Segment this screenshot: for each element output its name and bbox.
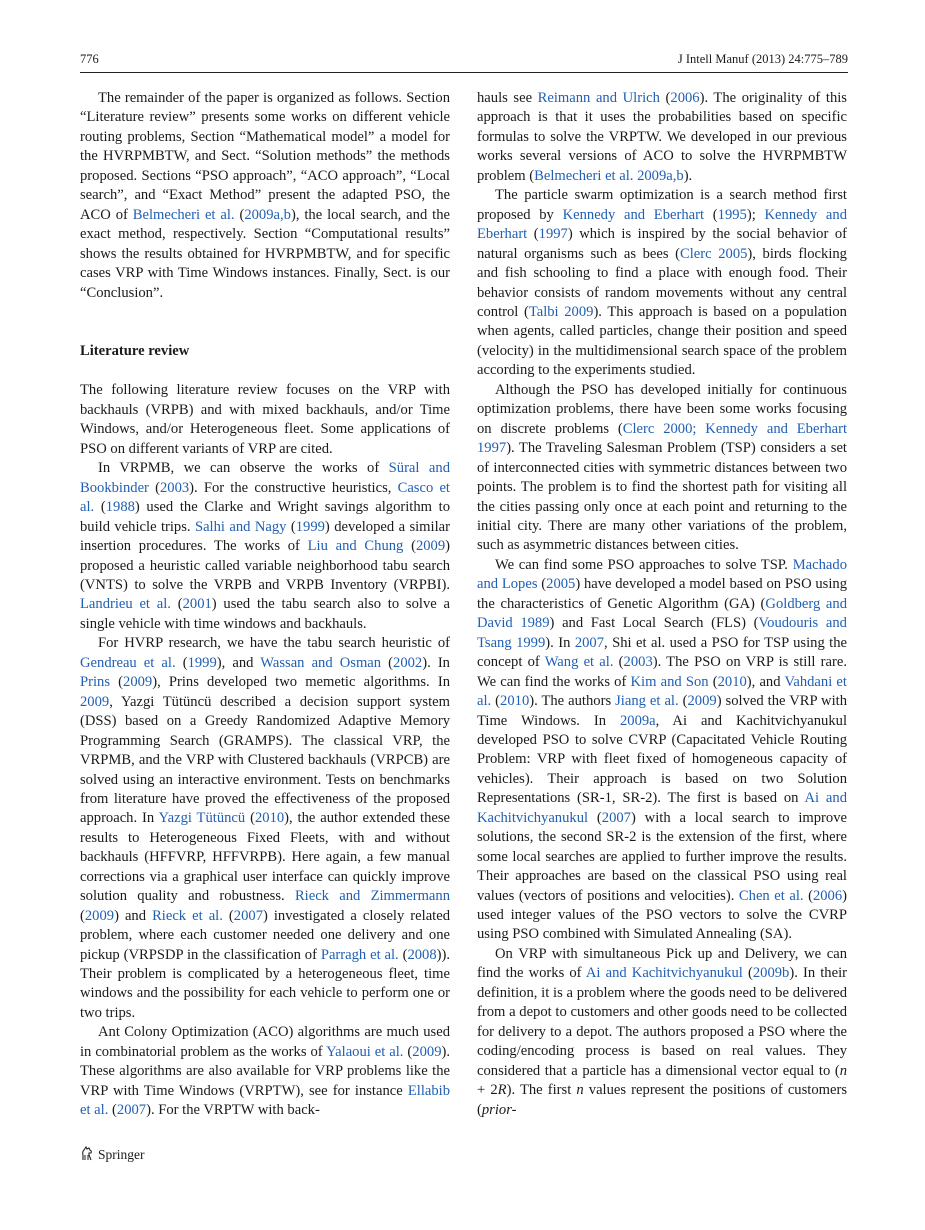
paragraph <box>477 381 847 556</box>
text-run: ). In their definition, it is a problem where the goods need to be delivered from a depot to customers and other goods need to be collected for delivery to a depot. The authors proposed a PSO where the coding/encoding process is based on real values. They considered that a particle has a dimensional vector equal to ( <box>477 965 847 1079</box>
citation-link[interactable]: Rieck and Zimmermann <box>294 888 450 905</box>
text-run: ) and Fast Local Search (FLS) ( <box>549 615 759 632</box>
citation-link[interactable]: 2001 <box>182 596 212 613</box>
text-run: ). The authors <box>529 693 616 710</box>
citation-link[interactable]: Wassan and Osman <box>260 654 382 671</box>
citation-link[interactable]: Kennedy and Eberhart <box>477 206 847 243</box>
citation-link[interactable]: Reimann and Ulrich <box>537 90 660 106</box>
citation-link[interactable]: 1988 <box>105 499 135 516</box>
citation-link[interactable]: Wang et al. <box>544 654 614 671</box>
text-run: ( <box>403 538 416 555</box>
citation-link[interactable]: 1999 <box>187 654 217 671</box>
citation-link[interactable]: 2003 <box>159 479 190 496</box>
text-run: ) used the Clarke and Wright savings algorithm to build vehicle trips. <box>80 499 450 535</box>
citation-link[interactable]: Gendreau et al. <box>80 654 176 671</box>
text-run: The particle swarm optimization is a search method first proposed by <box>477 187 847 223</box>
italic-text: R <box>497 1082 507 1099</box>
left-column <box>80 89 450 1121</box>
citation-link[interactable]: 2009a,b <box>244 206 291 223</box>
italic-text: n <box>839 1062 847 1079</box>
paragraph <box>80 1023 450 1120</box>
citation-link[interactable]: Yalaoui et al. <box>326 1043 404 1060</box>
text-run: Although the PSO has developed initially for continuous optimization problems, there have been some works focusing on discrete problems ( <box>477 381 847 437</box>
text-run: ) used the tabu search also to solve a single vehicle with time windows and backhauls. <box>80 596 450 632</box>
citation-link[interactable]: Salhi and Nagy <box>194 518 287 535</box>
text-run: ) which is inspired by the social behavior of natural organisms such as bees ( <box>477 226 847 262</box>
text-run: ( <box>80 907 85 924</box>
text-run: ( <box>175 654 188 671</box>
citation-link[interactable]: 2009b <box>752 965 790 982</box>
citation-link[interactable]: 2009 <box>412 1043 442 1060</box>
citation-link[interactable]: Landrieu et al. <box>80 596 171 613</box>
citation-link[interactable]: Clerc 2000; Kennedy and Eberhart 1997 <box>477 420 848 457</box>
text-run: ) developed a similar insertion procedures. The works of <box>80 518 450 555</box>
text-run: ), Prins developed two memetic algorithms. In <box>152 674 450 691</box>
citation-link[interactable]: Goldberg and David 1989 <box>477 595 848 632</box>
text-run: ( <box>537 576 547 593</box>
citation-link[interactable]: 2010 <box>254 810 285 827</box>
text-run: ). In <box>422 654 450 671</box>
citation-link[interactable]: 2009 <box>123 674 153 691</box>
text-run: ) have developed a model based on PSO using the characteristics of Genetic Algorithm (GA) ( <box>477 576 847 612</box>
text-run: ( <box>588 809 602 826</box>
citation-link[interactable]: Ellabib et al. <box>80 1082 450 1119</box>
citation-link[interactable]: 2007 <box>574 634 605 651</box>
intro-paragraph <box>80 89 450 303</box>
publisher-name: Springer <box>98 1147 145 1162</box>
text-run: ( <box>381 654 394 671</box>
italic-text: prior- <box>481 1101 517 1118</box>
text-run: ). These algorithms are also available for VRP problems like the VRP with Time Windows (VRPTW), see for instance <box>80 1043 450 1099</box>
citation-link[interactable]: 2003 <box>623 654 653 671</box>
text-run: ( <box>708 673 718 690</box>
citation-link[interactable]: 2002 <box>393 654 423 671</box>
italic-text: n <box>576 1082 584 1099</box>
text-run: ( <box>222 907 234 924</box>
paragraph <box>80 634 450 1023</box>
text-run: ), and <box>216 654 261 671</box>
text-run: ). The first <box>506 1082 577 1099</box>
text-run: ( <box>491 693 501 710</box>
text-run: , Ai and Kachitvichyanukul developed PSO to solve CVRP (Capacitated Vehicle Routing Problem: VRP with fleet fixed of homogeneous capacity of vehicles). Their approach is based on two Solution Representations (SR-1, SR-2). The first is based on <box>477 712 848 807</box>
text-run: ( <box>678 693 688 710</box>
paragraph-continued <box>477 89 847 186</box>
text-run: ). <box>683 167 693 184</box>
paragraph <box>80 381 450 459</box>
text-run: Ant Colony Optimization (ACO) algorithms are much used in combinatorial problem as the works of <box>80 1024 450 1060</box>
citation-link[interactable]: Belmecheri et al. 2009a,b <box>534 167 684 184</box>
text-run: hauls see <box>477 90 538 106</box>
citation-link[interactable]: Süral and Bookbinder <box>80 460 450 496</box>
text-run: ( <box>108 1102 117 1119</box>
page-number: 776 <box>80 52 99 66</box>
citation-link[interactable]: Clerc 2005 <box>680 245 748 262</box>
text-run: ), the local search, and the exact method, respectively. Section “Computational results” shows the results obtained for HVRPMBTW, and for specific cases VRP with Time Windows instances. Finally, Sect. is our “Conclusion”. <box>80 206 450 301</box>
text-run: ) and <box>114 907 153 924</box>
text-run: The remainder of the paper is organized as follows. Section “Literature review” presents some works on different vehicle routing problems, Section “Mathematical model” a model for the HVRPMBTW, and Sect. “Solution methods” the methods proposed. Sections “PSO approach”, “ACO approach”, “Local search”, and “Exact Method” present the adapted PSO, the ACO of <box>80 90 450 223</box>
paragraph <box>477 186 847 381</box>
text-run: ( <box>110 674 124 691</box>
text-run: ), and <box>746 673 785 690</box>
citation-link[interactable]: Kennedy and Eberhart <box>562 206 705 223</box>
text-run: ). This approach is based on a population when agents, called particles, change their position and speed (velocity) in the multidimensional search space of the problem according to the experiments studied. <box>477 303 847 379</box>
text-run: ( <box>148 479 160 496</box>
citation-link[interactable]: Kim and Son <box>630 673 709 690</box>
text-run: )). Their problem is complicated by a heterogeneous fleet, time windows and the possibility for each vehicle to perform one or two trips. <box>80 946 450 1021</box>
text-run: ( <box>245 810 255 827</box>
paragraph <box>477 945 847 1120</box>
text-run: ( <box>286 518 296 535</box>
citation-link[interactable]: 2009 <box>84 907 115 924</box>
text-run: ( <box>742 965 753 982</box>
citation-link[interactable]: Chen et al. <box>738 887 804 904</box>
text-run: + 2 <box>477 1082 498 1099</box>
text-run: ( <box>398 946 408 963</box>
text-run: ). The PSO on VRP is still rare. We can find the works of <box>477 654 847 690</box>
citation-link[interactable]: Rieck et al. <box>152 907 223 924</box>
running-head: J Intell Manuf (2013) 24:775–789 <box>677 52 848 66</box>
text-run: ( <box>803 887 813 904</box>
citation-link[interactable]: Prins <box>80 674 111 691</box>
citation-link[interactable]: 1997 <box>538 226 568 243</box>
text-run: ) proposed a heuristic called variable neighborhood tabu search (VNTS) to solve the VRPB and VRPB Inventory (VRPBI). <box>80 538 450 593</box>
section-heading: Literature review <box>80 342 190 359</box>
citation-link[interactable]: 2005 <box>546 576 576 593</box>
citation-link[interactable]: 1999 <box>295 518 325 535</box>
citation-link[interactable]: Ai and Kachitvichyanukul <box>585 965 743 982</box>
text-run: ), birds flocking and fish schooling to find a place with enough food. Their behavior consists of random movements without any central control ( <box>477 245 847 320</box>
citation-link[interactable]: Liu and Chung <box>307 538 404 555</box>
citation-link[interactable]: 2009a <box>619 712 656 729</box>
text-run: In VRPMB, we can observe the works of <box>98 460 389 477</box>
text-run: ) with a local search to improve solutions, the second SR-2 is the extension of the first, where some local searches are applied to further improve the results. Their approaches are based on the classical PSO using real values (vectors of positions and velocities). <box>477 809 847 904</box>
text-run: ) solved the VRP with Time Windows. In <box>477 693 847 729</box>
citation-link[interactable]: Jiang et al. <box>615 693 679 710</box>
text-run: ( <box>527 226 539 243</box>
citation-link[interactable]: Ai and Kachitvichyanukul <box>477 790 847 826</box>
citation-link[interactable]: Voudouris and Tsang 1999 <box>477 615 847 651</box>
citation-link[interactable]: Parragh et al. <box>320 946 399 963</box>
citation-link[interactable]: Talbi 2009 <box>528 303 594 320</box>
citation-link[interactable]: 1995 <box>717 206 747 223</box>
page-footer <box>80 1145 145 1165</box>
text-run: ). The Traveling Salesman Problem (TSP) considers a set of interconnected cities with symmetric distances between two points. The problem is to find the shortest path for visiting all the cities passing only once at each point and returning to the initial city. There are many other variations of the problem, such as asymmetric distances between cities. <box>477 440 847 554</box>
citation-link[interactable]: Machado and Lopes <box>477 556 847 593</box>
text-run: ). The originality of this approach is that it uses the probabilities based on specific formulas to solve the VRPTW. We developed in our previous works several versions of ACO to solve the HVRPMBTW problem ( <box>477 90 847 184</box>
text-run: ), the author extended these results to Heterogeneous Fixed Fleets, with and without backhauls (HFFVRP, HFFVRPB). Here again, a few manual corrections via a graphical user interface can quickly improve solution quality and robustness. <box>80 810 451 905</box>
text-run: ). For the VRPTW with back- <box>146 1102 320 1119</box>
citation-link[interactable]: 2006 <box>812 887 843 904</box>
text-run: ( <box>403 1043 413 1060</box>
text-run: The following literature review focuses on the VRP with backhauls (VRPB) and with mixed backhauls, and/or Time Windows, and/or Heterogeneous fleet. Some applications of PSO on different variants of VRP are cited. <box>80 382 450 457</box>
citation-link[interactable]: 2010 <box>717 673 747 690</box>
citation-link[interactable]: Belmecheri et al. <box>132 206 235 223</box>
text-run: ( <box>613 654 624 671</box>
text-run: ( <box>94 499 106 516</box>
citation-link[interactable]: Yazgi Tütüncü <box>158 810 246 827</box>
citation-link[interactable]: 2009 <box>687 693 717 710</box>
citation-link[interactable]: Casco et al. <box>80 479 450 516</box>
citation-link[interactable]: 2007 <box>233 907 263 924</box>
text-run: We can find some PSO approaches to solve TSP. <box>495 556 793 573</box>
citation-link[interactable]: 2008 <box>407 946 437 963</box>
springer-horse-logo-icon <box>80 1145 94 1165</box>
paragraph <box>80 459 450 634</box>
citation-link[interactable]: 2007 <box>601 809 631 826</box>
text-run: ) used integer values of the PSO vectors to solve the CVRP using PSO combined with Simulated Annealing (SA). <box>477 887 847 943</box>
citation-link[interactable]: 2009 <box>80 693 110 710</box>
text-run: ( <box>659 90 671 106</box>
text-run: For HVRP research, we have the tabu search heuristic of <box>98 635 450 652</box>
paragraph <box>477 556 847 945</box>
citation-link[interactable]: 2009 <box>415 538 446 555</box>
citation-link[interactable]: 2007 <box>116 1102 147 1119</box>
right-column <box>477 89 847 1120</box>
citation-link[interactable]: 2006 <box>670 90 700 106</box>
text-run: ( <box>704 206 718 223</box>
text-run: values represent the positions of customers ( <box>477 1082 847 1118</box>
citation-link[interactable]: Vahdani et al. <box>477 673 847 710</box>
citation-link[interactable]: 2010 <box>500 693 530 710</box>
text-run: , Shi et al. used a PSO for TSP using the concept of <box>477 634 848 671</box>
text-run: ( <box>234 206 245 223</box>
text-run: ). For the constructive heuristics, <box>189 479 398 496</box>
page-header <box>80 50 848 73</box>
text-run: On VRP with simultaneous Pick up and Delivery, we can find the works of <box>477 945 847 982</box>
text-run: ( <box>170 596 183 613</box>
text-run: ) investigated a closely related problem, where each customer needed one delivery and one pickup (VRPSDP in the classification of <box>80 907 451 963</box>
text-run: , Yazgi Tütüncü described a decision support system (DSS) based on a Greedy Randomized Adaptive Memory Programming Search (GRAMPS). The classical VRP, the VRPMB, and the VRP with Clustered backhauls (VRPCB) are solved using an interactive environment. Tests on benchmarks from literature have proved the effectiveness of the proposed approach. In <box>80 693 450 827</box>
text-run: ). In <box>545 634 575 651</box>
text-run: ); <box>746 206 765 223</box>
